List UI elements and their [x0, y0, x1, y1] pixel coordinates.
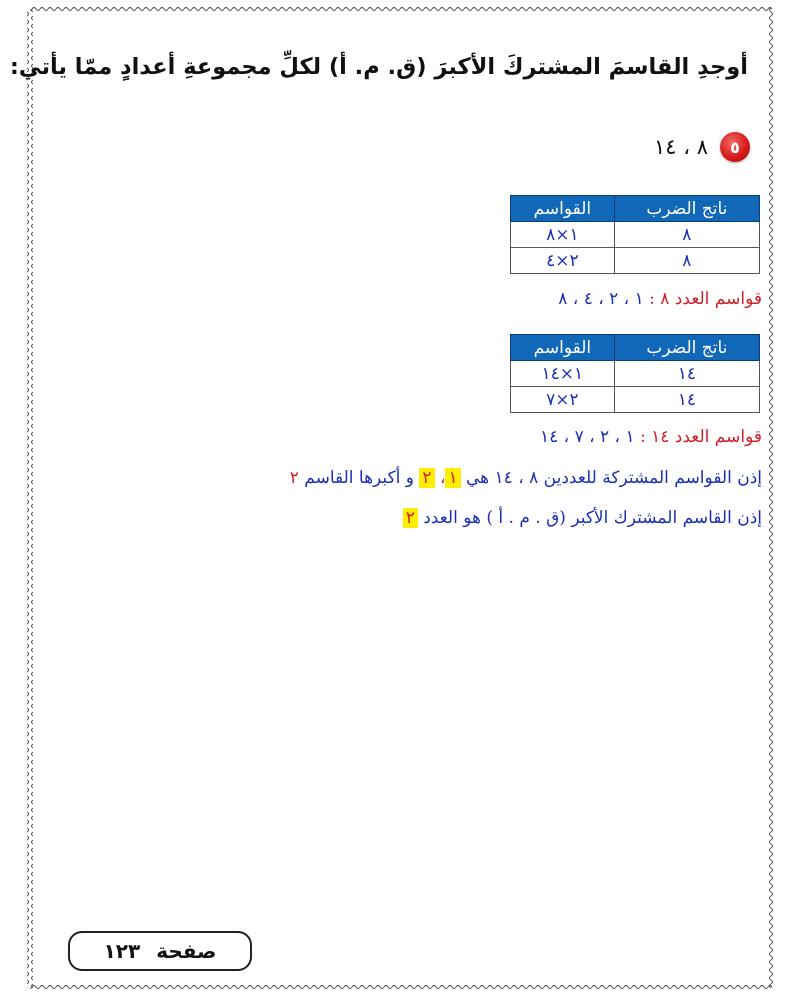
header-factors: القواسم — [511, 335, 615, 361]
common-factors-statement — [290, 468, 762, 488]
table-cell: ٨ — [614, 248, 759, 274]
problem-5 — [654, 132, 750, 162]
gcf-value: ٢ — [403, 508, 418, 528]
factors-table-8 — [510, 195, 760, 274]
exercise-instruction — [9, 54, 748, 80]
separator: ، — [439, 468, 446, 488]
table-cell: ١٤ — [614, 387, 759, 413]
table-cell: ٨ — [614, 222, 759, 248]
factors-label: قواسم العدد ١٤ : — [639, 427, 762, 447]
table-cell: ٢×٤ — [511, 248, 615, 274]
factors-label: قواسم العدد ٨ : — [649, 289, 762, 309]
table-row — [511, 248, 760, 274]
problem-numbers: ٨ ، ١٤ — [654, 135, 708, 159]
problem-number-badge: ٥ — [720, 132, 750, 162]
factors-values: ١ ، ٢ ، ٧ ، ١٤ — [540, 427, 635, 447]
table-cell: ١×١٤ — [511, 361, 615, 387]
header-product: ناتج الضرب — [614, 335, 759, 361]
table-cell: ١×٨ — [511, 222, 615, 248]
table-row — [511, 361, 760, 387]
highlighted-factor: ١ — [445, 468, 460, 488]
highlighted-factor: ٢ — [419, 468, 434, 488]
factors-of-14 — [540, 427, 762, 447]
page-number-box — [68, 931, 252, 971]
page-number: ١٢٣ — [103, 939, 141, 963]
table-cell: ٢×٧ — [511, 387, 615, 413]
table-header-row — [511, 196, 760, 222]
instruction-text: أوجدِ القاسمَ المشتركَ الأكبرَ (ق. م. أ) لكلِّ مجموعةِ أعدادٍ ممّا يأتي: — [9, 54, 748, 80]
statement-text: إذن القاسم المشترك الأكبر (ق . م . أ ) هو العدد — [423, 508, 762, 528]
gcf-statement — [403, 508, 762, 528]
greatest-factor: ٢ — [289, 468, 299, 488]
header-factors: القواسم — [511, 196, 615, 222]
factors-values: ١ ، ٢ ، ٤ ، ٨ — [558, 289, 644, 309]
table-row — [511, 222, 760, 248]
factors-of-8 — [558, 289, 762, 309]
header-product: ناتج الضرب — [614, 196, 759, 222]
table-cell: ١٤ — [614, 361, 759, 387]
page-label: صفحة — [156, 939, 217, 963]
factors-table-14 — [510, 334, 760, 413]
statement-tail: و أكبرها القاسم — [304, 468, 414, 488]
statement-text: إذن القواسم المشتركة للعددين ٨ ، ١٤ هي — [466, 468, 762, 488]
table-row — [511, 387, 760, 413]
table-header-row — [511, 335, 760, 361]
